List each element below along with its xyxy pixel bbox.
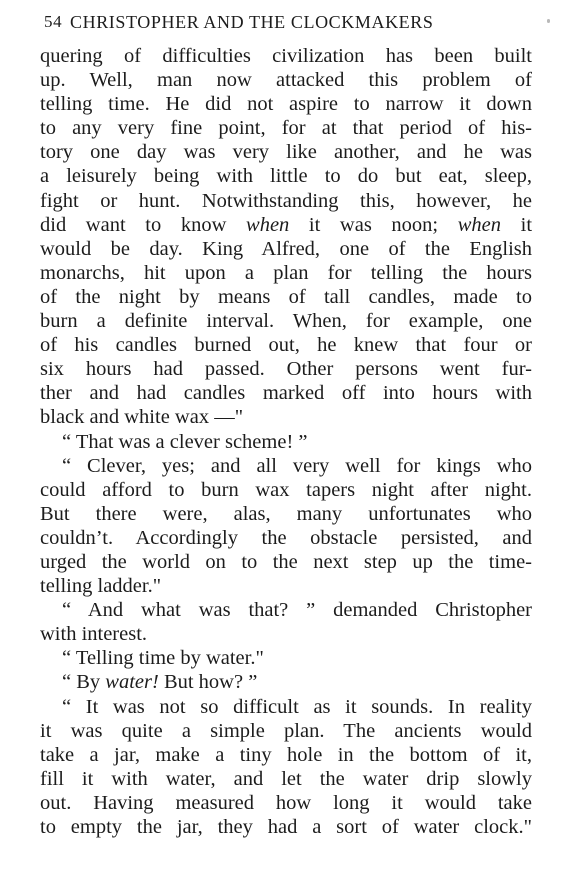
text-line: tory one day was very like another, and he was: [40, 141, 532, 164]
text-line: of his candles burned out, he knew that four or: [40, 334, 532, 357]
body-text: [40, 44, 532, 839]
paper-speck: [547, 19, 550, 23]
text-line: quering of difficulties civilization has been built: [40, 45, 532, 67]
text-line: “ And what was that? ” demanded Christopher: [62, 599, 532, 622]
text-line: to any very fine point, for at that period of his-: [40, 117, 532, 140]
text-line: with interest.: [40, 623, 148, 646]
text-line: “ Telling time by water.": [62, 647, 264, 670]
text-line: six hours had passed. Other persons went fur-: [40, 358, 532, 381]
text-line: a leisurely being with little to do but eat, sleep,: [40, 165, 532, 188]
page-number: 54: [44, 12, 63, 31]
text-line: urged the world on to the next step up the time-: [40, 550, 532, 573]
emphasis-water: water!: [105, 671, 159, 694]
running-head: [44, 12, 534, 34]
text-line: up. Well, man now attacked this problem of: [40, 69, 532, 92]
text-line: burn a definite interval. When, for example, one: [40, 310, 532, 333]
text-line: to empty the jar, they had a sort of water clock.": [40, 816, 532, 838]
text-run: “ By: [62, 671, 101, 694]
text-line: telling time. He did not aspire to narrow it down: [40, 93, 532, 116]
text-line: take a jar, make a tiny hole in the bottom of it,: [40, 743, 532, 766]
text-line: could afford to burn wax tapers night after night.: [40, 478, 532, 501]
text-run: it: [520, 213, 532, 236]
text-line: would be day. King Alfred, one of the English: [40, 237, 532, 260]
emphasis-when: when: [246, 213, 290, 236]
text-line: out. Having measured how long it would take: [40, 791, 532, 814]
text-line: [40, 213, 532, 237]
emphasis-when: when: [457, 213, 502, 236]
text-line: of the night by means of tall candles, made to: [40, 285, 532, 308]
text-line: monarchs, hit upon a plan for telling the hours: [40, 261, 532, 284]
text-line: ther and had candles marked off into hours with: [40, 382, 532, 405]
text-line: “ It was not so difficult as it sounds. In reality: [62, 695, 532, 718]
text-run: it was noon;: [308, 213, 439, 236]
text-line: “ That was a clever scheme! ”: [62, 430, 308, 453]
text-line: fill it with water, and let the water drip slowly: [40, 767, 532, 790]
text-run: But how? ”: [163, 671, 258, 694]
text-line: “ Clever, yes; and all very well for kings who: [62, 454, 532, 477]
text-line: couldn’t. Accordingly the obstacle persisted, and: [40, 526, 532, 549]
text-line: [40, 670, 532, 694]
running-title: CHRISTOPHER AND THE CLOCKMAKERS: [70, 12, 434, 32]
text-line: But there were, alas, many unfortunates who: [40, 502, 532, 525]
text-line: fight or hunt. Notwithstanding this, however, he: [40, 189, 532, 212]
text-line: telling ladder.": [40, 575, 162, 598]
text-run: did want to know: [40, 213, 227, 236]
text-line: black and white wax —": [40, 406, 244, 429]
text-line: it was quite a simple plan. The ancients would: [40, 719, 532, 742]
